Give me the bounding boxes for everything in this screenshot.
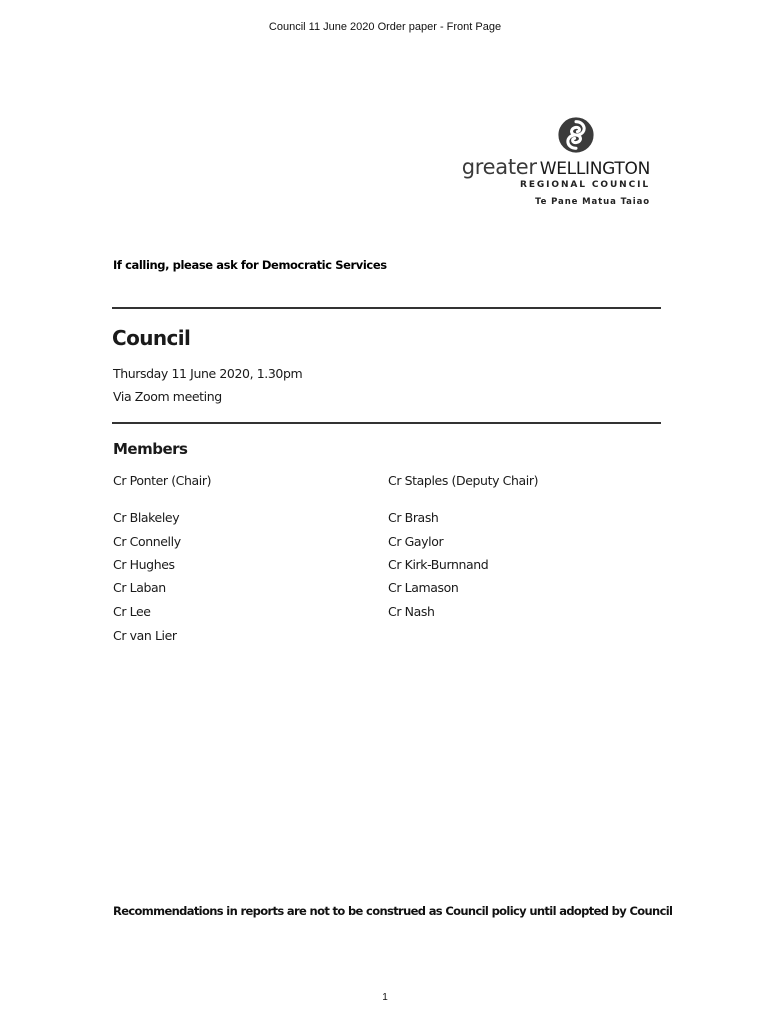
member-name: Cr Ponter (Chair) xyxy=(113,473,212,488)
logo-regional-council: REGIONAL COUNCIL xyxy=(519,180,650,190)
members-heading: Members xyxy=(113,440,188,458)
koru-spiral-icon xyxy=(557,116,595,154)
member-name: Cr van Lier xyxy=(113,628,177,643)
member-name: Cr Nash xyxy=(388,604,435,619)
running-header: Council 11 June 2020 Order paper - Front Page xyxy=(268,21,502,33)
page-number: 1 xyxy=(382,992,388,1003)
member-name: Cr Lamason xyxy=(388,580,459,595)
member-name: Cr Brash xyxy=(388,510,439,525)
logo-word-wellington: WELLINGTON xyxy=(539,159,650,179)
member-name: Cr Staples (Deputy Chair) xyxy=(388,473,539,488)
member-name: Cr Laban xyxy=(113,580,166,595)
member-name: Cr Hughes xyxy=(113,557,175,572)
member-name: Cr Kirk-Burnnand xyxy=(388,557,489,572)
logo-maori-name: Te Pane Matua Taiao xyxy=(535,197,650,207)
meeting-venue: Via Zoom meeting xyxy=(113,389,222,404)
contact-instruction: If calling, please ask for Democratic Services xyxy=(113,258,387,272)
member-name: Cr Lee xyxy=(113,604,151,619)
member-name: Cr Connelly xyxy=(113,534,181,549)
top-rule xyxy=(112,307,661,309)
middle-rule xyxy=(112,422,661,424)
meeting-title: Council xyxy=(112,326,191,350)
member-name: Cr Blakeley xyxy=(113,510,180,525)
policy-disclaimer: Recommendations in reports are not to be construed as Council policy until adopted by Council xyxy=(113,904,673,918)
meeting-date-time: Thursday 11 June 2020, 1.30pm xyxy=(113,366,303,381)
logo-word-greater: greater xyxy=(461,155,537,179)
member-name: Cr Gaylor xyxy=(388,534,444,549)
logo-wordmark xyxy=(462,155,650,179)
